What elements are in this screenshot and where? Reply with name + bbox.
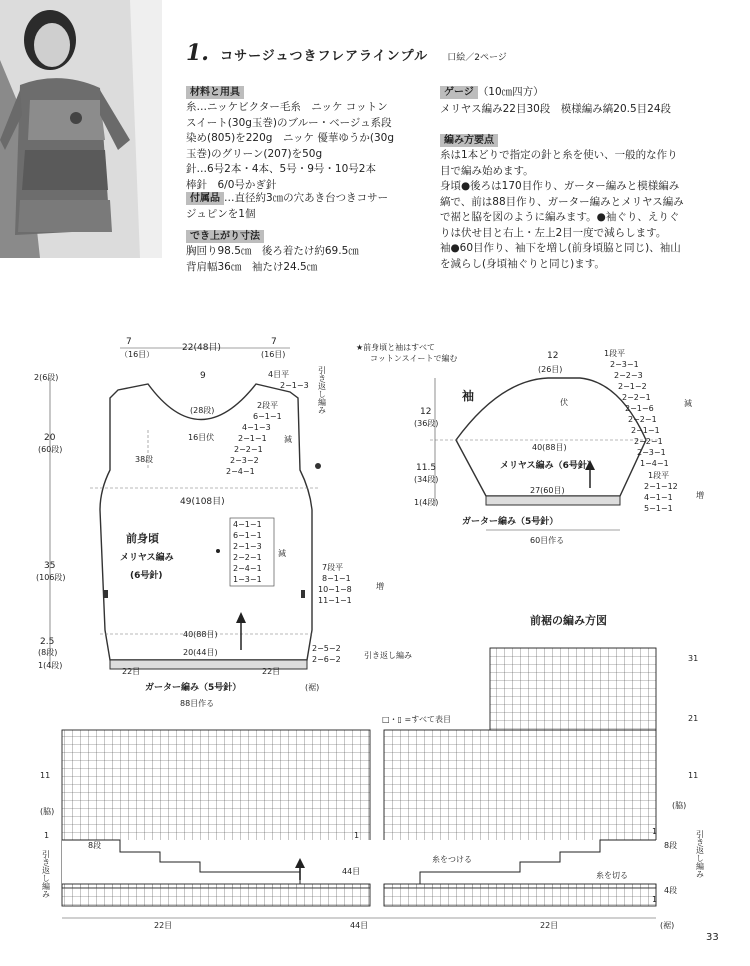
cap-calc-line: 1−4−1 — [640, 459, 669, 468]
inc-calc-line: 10−1−8 — [318, 585, 352, 594]
cap-calc-line: 2−1−2 — [618, 382, 647, 391]
chart-row-31: 31 — [688, 654, 699, 663]
front-width-40: 40(88目) — [183, 630, 218, 639]
chart-row-1-right: 1 — [652, 827, 658, 836]
sleeve-inc-mark: 増 — [696, 491, 704, 500]
neck-calc-line: 4目平 — [268, 370, 290, 379]
arm-calc-line: 2段平 — [257, 401, 279, 410]
chart-side-left: (脇) — [40, 807, 55, 816]
materials-line: 糸…ニッケビクター毛糸 ニッケ コットン — [186, 101, 388, 113]
materials-line: スイート(30g玉巻)のブルー・ベージュ系段 — [186, 116, 392, 129]
chart-hem-label: (裾) — [660, 921, 675, 930]
front-h20: 20 — [44, 433, 56, 443]
side-calc-line: 2−4−1 — [233, 564, 262, 573]
chart-8rows-right: 8段 — [664, 841, 678, 850]
points-line: 糸は1本どりで指定の針と糸を使い、一般的な作り — [440, 149, 678, 161]
chart-attach-yarn: 糸をつける — [432, 855, 472, 864]
materials-line: 玉巻)のグリーン(207)を50g — [186, 147, 323, 160]
front-h20-rows: (60段) — [38, 445, 63, 454]
chart-garter-right — [384, 884, 656, 906]
sleeve-cast-on: 60目作る — [530, 536, 565, 545]
arm-calc-line: 2−3−2 — [230, 456, 259, 465]
arm-calc-line: 2−4−1 — [226, 467, 255, 476]
chart-row-21: 21 — [688, 714, 699, 723]
cap-calc-line: 2−2−3 — [614, 371, 643, 380]
accessories-label: 付属品 — [186, 192, 224, 205]
sleeve-stitch: メリヤス編み（6号針） — [500, 461, 596, 471]
arm-decrease-mark: 減 — [284, 435, 292, 444]
cap-calc-line: 2−3−1 — [637, 448, 666, 457]
inc-mark: 増 — [376, 582, 384, 591]
side-marker-dot — [216, 549, 220, 553]
inc-calc-line: 7段平 — [322, 563, 344, 572]
chart-short-row-left: 引き返し編み — [41, 850, 51, 898]
finished-label: でき上がり寸法 — [186, 230, 264, 243]
front-body-diagram — [34, 337, 412, 708]
front-stitch: メリヤス編み — [120, 553, 174, 563]
cap-decrease-mark: 減 — [684, 399, 692, 408]
points-line: 袖●60目作り、袖下を増し(前身頃脇と同じ)、袖山 — [440, 242, 681, 254]
front-neck-depth: 9 — [200, 371, 206, 381]
chart-row-1-middle: 1 — [354, 831, 360, 840]
materials-line: 棒針 6/0号かぎ針 — [186, 178, 277, 191]
front-top-right-width-sts: (16目) — [261, 350, 286, 359]
chart-garter-left — [62, 884, 370, 906]
hem-calc-line: 2−6−2 — [312, 655, 341, 664]
cap-calc-line: 2−2−1 — [622, 393, 651, 402]
page-number: 33 — [706, 932, 719, 943]
gauge-line: メリヤス編み22目30段 模様編み縞20.5目24段 — [440, 102, 672, 115]
chart-row-11-right: 11 — [688, 771, 699, 780]
sleeve-note: ★前身頃と袖はすべて — [356, 343, 436, 352]
front-marker-left — [104, 590, 108, 598]
chart-row-1-left: 1 — [44, 831, 50, 840]
chart-side-right: (脇) — [672, 801, 687, 810]
chart-44sts-mid: 44目 — [342, 867, 361, 876]
article-number: 1. — [186, 40, 209, 66]
arm-calc-line: 2−1−1 — [238, 434, 267, 443]
side-calc-line: 1−3−1 — [233, 575, 262, 584]
arm-calc-line: 2−2−1 — [234, 445, 263, 454]
points-line: を減らし(身頃袖ぐりと同じ)ます。 — [440, 257, 605, 270]
front-top-left-width-sts: （16目） — [120, 350, 155, 359]
inc-calc-line: 8−1−1 — [322, 574, 351, 583]
knit-direction-arrowhead — [236, 612, 246, 623]
chart-short-row-area — [62, 840, 662, 884]
article-title: コサージュつきフレアラインプル — [220, 49, 429, 64]
front-h25: 2.5 — [40, 637, 55, 647]
arm-calc-line: 6−1−1 — [253, 412, 282, 421]
materials-label: 材料と用具 — [186, 86, 244, 99]
materials-line: 染め(805)を220g ニッケ 優華ゆうか(30g — [186, 132, 394, 144]
side-calc-line: 2−1−3 — [233, 542, 262, 551]
points-line: りは伏せ目と右上・左上2目一度で減らします。 — [440, 226, 667, 239]
front-neck-depth-rows: (28段) — [190, 406, 215, 415]
sleeve-top-width: 12 — [547, 351, 559, 361]
cap-calc-line: 2−2−1 — [634, 437, 663, 446]
gauge-label-extra: （10㎝四方） — [477, 86, 544, 98]
sleeve-h12: 12 — [420, 407, 432, 417]
chart-4rows: 4段 — [664, 886, 678, 895]
side-decrease-mark: 減 — [278, 549, 286, 558]
chart-bottom-22-left: 22目 — [154, 921, 173, 930]
chart-title: 前裾の編み方図 — [530, 614, 607, 627]
sleeve-h115-rows: (34段) — [414, 475, 439, 484]
arm-calc-line: 4−1−3 — [242, 423, 271, 432]
chart-bottom-44: 44目 — [350, 921, 369, 930]
side-calc-line: 4−1−1 — [233, 520, 262, 529]
front-h25-rows: (8段) — [38, 648, 58, 657]
cap-calc-line: 2−3−1 — [610, 360, 639, 369]
side-calc-line: 6−1−1 — [233, 531, 262, 540]
front-piece-name: 前身頃 — [126, 532, 159, 545]
front-h35: 35 — [44, 561, 56, 571]
sleeve-inc-line: 1段平 — [648, 471, 670, 480]
points-line: 目で編み始めます。 — [440, 164, 534, 177]
front-top-right-width: 7 — [271, 337, 277, 347]
chart-row-11-left: 11 — [40, 771, 51, 780]
sleeve-garter: ガーター編み（5号針） — [462, 517, 559, 527]
front-h2: 2(6段) — [34, 373, 59, 382]
front-hem-label: (裾) — [305, 683, 320, 692]
points-label: 編み方要点 — [440, 134, 498, 147]
chart-bottom-22-right: 22目 — [540, 921, 559, 930]
chart-legend: □・▯ =すべて表目 — [382, 715, 452, 724]
front-hem-right: 22目 — [262, 667, 281, 676]
sleeve-h115: 11.5 — [416, 463, 437, 473]
finished-line: 背肩幅36㎝ 袖たけ24.5㎝ — [186, 260, 318, 273]
points-line: 縞で、前は88目作り、ガーター編みとメリヤス編み — [440, 195, 684, 208]
cap-calc-line: 2−1−1 — [631, 426, 660, 435]
front-short-row-label-bottom: 引き返し編み — [364, 651, 412, 660]
sleeve-width-27: 27(60目) — [530, 486, 565, 495]
chart-8rows-left: 8段 — [88, 841, 102, 850]
chart-cut-yarn: 糸を切る — [596, 871, 628, 880]
finished-line: 胸回り98.5㎝ 後ろ着たけ約69.5㎝ — [186, 245, 359, 257]
points-line: で裾と脇を図のように編みます。●袖ぐり、えりぐ — [440, 211, 680, 223]
sleeve-bindoff: 伏 — [560, 398, 568, 407]
front-cast-on: 88目作る — [180, 699, 215, 708]
front-neck-rows: 38段 — [135, 455, 154, 464]
front-width-49: 49(108目) — [180, 497, 225, 507]
front-garter: ガーター編み（5号針） — [145, 683, 242, 693]
sleeve-piece-name: 袖 — [462, 389, 475, 403]
sleeve-inc-line: 4−1−1 — [644, 493, 673, 502]
front-neck-width: 22(48目) — [182, 343, 221, 353]
front-short-row-label-top: 引き返し編み — [317, 366, 327, 414]
front-body-outline — [100, 384, 312, 660]
cap-calc-line: 2−1−6 — [625, 404, 654, 413]
cap-calc-line: 1段平 — [604, 349, 626, 358]
chart-row-1-bottom: 1 — [652, 895, 658, 904]
front-h1: 1(4段) — [38, 661, 63, 670]
cap-calc-line: 2−2−1 — [628, 415, 657, 424]
gauge-label: ゲージ — [440, 86, 478, 99]
sleeve-note: コットンスイートで編む — [370, 354, 458, 363]
neck-calc-line: 2−1−3 — [280, 381, 309, 390]
sleeve-diagram — [356, 342, 704, 545]
front-h35-rows: (106段) — [36, 573, 66, 582]
front-top-left-width: 7 — [126, 337, 132, 347]
chart-grid-right-upper — [490, 648, 656, 730]
sleeve-top-width-sts: (26目) — [538, 365, 563, 374]
sleeve-inc-line: 2−1−12 — [644, 482, 678, 491]
accessories-line: …直径約3㎝の穴あき台つきコサー — [224, 192, 389, 204]
front-hem-left: 22目 — [122, 667, 141, 676]
sleeve-width-40: 40(88目) — [532, 443, 567, 452]
materials-line: 針…6号2本・4本、5号・9号・10号2本 — [186, 163, 376, 175]
sleeve-garter-band — [486, 496, 620, 505]
side-calc-line: 2−2−1 — [233, 553, 262, 562]
points-line: 身頃●後ろは170目作り、ガーター編みと模様編み — [440, 180, 680, 192]
front-needle: (6号針) — [130, 571, 163, 581]
front-marker-dot — [315, 463, 321, 469]
chart-short-row-right: 引き返し編み — [695, 830, 705, 878]
photo-reference: 口絵／2ページ — [447, 53, 507, 63]
hem-calc-line: 2−5−2 — [312, 644, 341, 653]
front-width-20: 20(44目) — [183, 648, 218, 657]
inc-calc-line: 11−1−1 — [318, 596, 352, 605]
sleeve-h12-rows: (36段) — [414, 419, 439, 428]
sleeve-outline — [456, 378, 646, 496]
sleeve-h1: 1(4段) — [414, 498, 439, 507]
front-marker-right — [301, 590, 305, 598]
sleeve-inc-line: 5−1−1 — [644, 504, 673, 513]
accessories-line: ジュピンを1個 — [186, 207, 256, 220]
front-neck-bindoff: 16目伏 — [188, 433, 215, 442]
